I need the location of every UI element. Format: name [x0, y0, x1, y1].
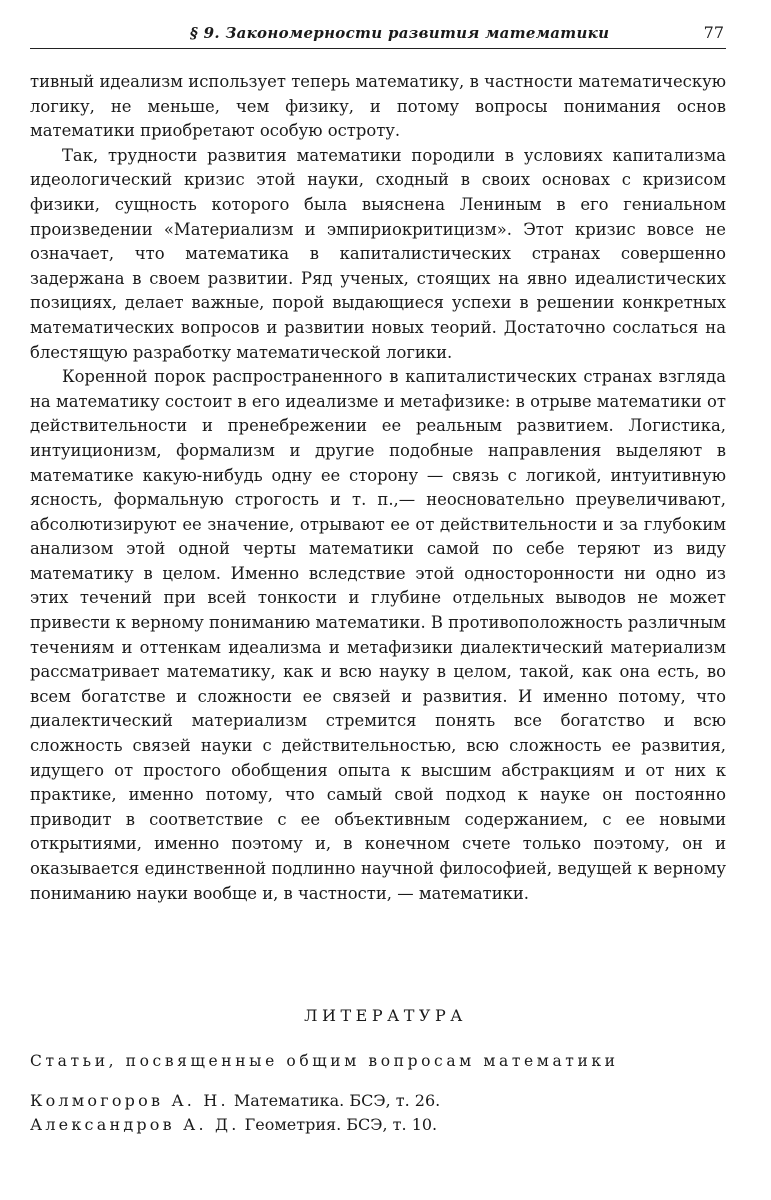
running-title: § 9. Закономерности развития математики — [190, 24, 610, 42]
reference-title: Математика. БСЭ, т. 26. — [233, 1091, 441, 1110]
literature-subheading: Статьи, посвященные общим вопросам математики — [30, 1052, 619, 1070]
reference-title: Геометрия. БСЭ, т. 10. — [244, 1115, 438, 1134]
reference-item — [30, 1113, 730, 1137]
reference-author: Александров А. Д. — [30, 1115, 240, 1134]
main-text — [30, 70, 726, 906]
paragraph-1: тивный идеализм использует теперь математику, в частности математическую логику, не меньше, чем физику, и потому вопросы понимания основ математики приобретают особую остроту. — [30, 72, 726, 141]
running-header — [30, 20, 726, 49]
literature-heading: ЛИТЕРАТУРА — [304, 1006, 467, 1025]
paragraph-2: Так, трудности развития математики породили в условиях капитализма идеологический кризис этой науки, сходный в своих основах с кризисом физики, сущность которого была выяснена Лениным в его гениальном произведении «Материализм и эмпириокритицизм». Этот кризис вовсе не означает, что математика в капиталистических странах совершенно задержана в своем развитии. Ряд ученых, стоящих на явно идеалистических позициях, делает важные, порой выдающиеся успехи в решении конкретных математических вопросов и развитии новых теорий. Достаточно сослаться на блестящую разработку математической логики. — [30, 145, 726, 362]
reference-item — [30, 1089, 730, 1113]
reference-list — [30, 1089, 730, 1137]
reference-author: Колмогоров А. Н. — [30, 1091, 229, 1110]
page-number: 77 — [703, 23, 724, 42]
paragraph-3: Коренной порок распространенного в капиталистических странах взгляда на математику состоит в его идеализме и метафизике: в отрыве математики от действительности и пренебрежении ее реальным развитием. Логистика, интуиционизм, формализм и другие подобные направления выделяют в математике какую-нибудь одну ее сторону — связь с логикой, интуитивную ясность, формальную строгость и т. п.,— неосновательно преувеличивают, абсолютизируют ее значение, отрывают ее от действительности и за глубоким анализом этой одной черты математики самой по себе теряют из виду математику в целом. Именно вследствие этой односторонности ни одно из этих течений при всей тонкости и глубине отдельных выводов не может привести к верному пониманию математики. В противоположность различным течениям и оттенкам идеализма и метафизики диалектический материализм рассматривает математику, как и всю науку в целом, такой, как она есть, во всем богатстве и сложности ее связей и развития. И именно потому, что диалектический материализм стремится понять все богатство и всю сложность связей науки с действительностью, всю сложность ее развития, идущего от простого обобщения опыта к высшим абстракциям и от них к практике, именно потому, что самый свой подход к науке он постоянно приводит в соответствие с ее объективным содержанием, с ее новыми открытиями, именно поэтому и, в конечном счете только поэтому, он и оказывается единственной подлинно научной философией, ведущей к верному пониманию науки вообще и, в частности, — математики. — [30, 367, 726, 903]
